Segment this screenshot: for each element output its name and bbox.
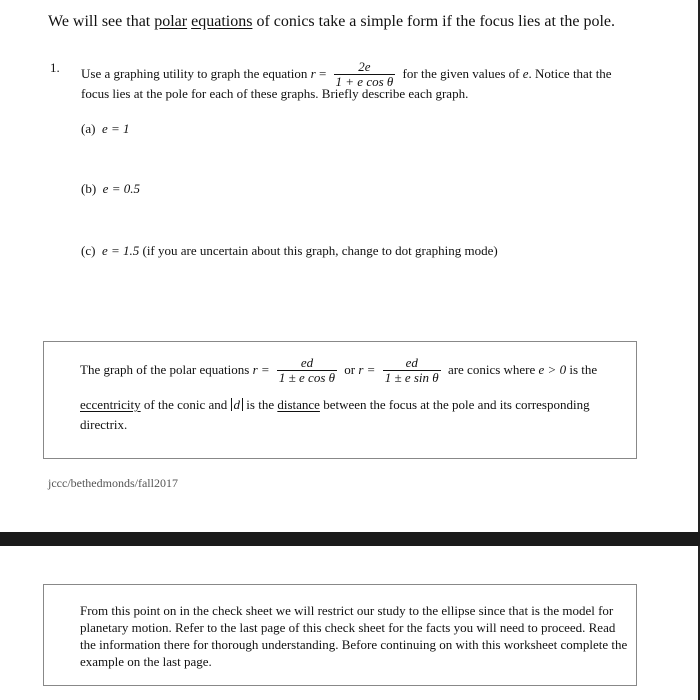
eccentricity-condition: e > 0	[538, 361, 567, 377]
variable-r: r	[310, 65, 316, 81]
part-expression: e = 0.5	[102, 181, 140, 196]
part-b	[81, 181, 140, 197]
heading-text: We will see that	[48, 13, 155, 30]
equals-sign: =	[315, 65, 327, 81]
part-c	[81, 243, 498, 259]
statement-text-2: for the given values of	[402, 65, 523, 81]
term-equations: equations	[191, 13, 253, 30]
cos-fraction	[277, 356, 337, 386]
part-note: (if you are uncertain about this graph, change to dot graphing mode)	[139, 243, 498, 258]
part-label: (c)	[81, 243, 96, 258]
part-label: (b)	[81, 181, 97, 196]
abs-d: d	[231, 398, 244, 411]
page-two	[0, 546, 700, 700]
sin-fraction-numerator: ed	[383, 356, 441, 371]
fraction-numerator: 2e	[334, 60, 396, 75]
definition-text-6: between the focus at the pole and its corresponding	[319, 397, 590, 412]
r-equals-2: r =	[358, 361, 376, 377]
statement-text-3: . Notice that the	[528, 65, 612, 81]
part-label: (a)	[81, 121, 96, 136]
cos-fraction-denominator: 1 ± e cos θ	[278, 370, 336, 386]
definition-line1	[80, 356, 597, 386]
page-footer: jccc/bethedmonds/fall2017	[48, 476, 178, 490]
part-expression: e = 1.5	[101, 243, 140, 258]
definition-text-3: is the	[566, 361, 598, 377]
page-divider	[0, 532, 700, 546]
or-text: or	[341, 361, 359, 377]
problem-number: 1.	[50, 60, 60, 75]
definition-text-2: are conics where	[444, 361, 539, 377]
page-heading	[48, 13, 615, 31]
cos-fraction-numerator: ed	[277, 356, 337, 371]
sin-fraction-denominator: 1 ± e sin θ	[384, 370, 439, 386]
problem-statement-line2: focus lies at the pole for each of these graphs. Briefly describe each graph.	[81, 86, 469, 101]
definition-text-4: of the conic and	[140, 397, 231, 412]
definition-text-5: is the	[243, 397, 278, 412]
part-a	[81, 121, 129, 137]
definition-box	[43, 341, 637, 459]
term-polar: polar	[154, 13, 188, 30]
term-eccentricity: eccentricity	[80, 397, 141, 412]
info-box-text: From this point on in the check sheet we will restrict our study to the ellipse since that is the model for planetary motion. Refer to the last page of this check sheet for the facts you will need to proceed. Read the information there for thorough understanding. Before continuing on with this worksheet complete the example on the last page.	[80, 603, 628, 669]
r-equals: r =	[252, 361, 270, 377]
variable-e: e	[522, 65, 529, 81]
term-distance: distance	[277, 397, 320, 412]
sin-fraction	[383, 356, 441, 386]
statement-text: Use a graphing utility to graph the equation	[81, 65, 311, 81]
part-expression: e = 1	[101, 121, 130, 136]
fraction-denominator: 1 + e cos θ	[335, 74, 394, 90]
info-box	[43, 584, 637, 686]
definition-line3: directrix.	[80, 417, 128, 432]
definition-line2	[80, 397, 590, 413]
heading-text-end: of conics take a simple form if the focus lies at the pole.	[252, 13, 615, 30]
definition-text: The graph of the polar equations	[80, 361, 253, 377]
